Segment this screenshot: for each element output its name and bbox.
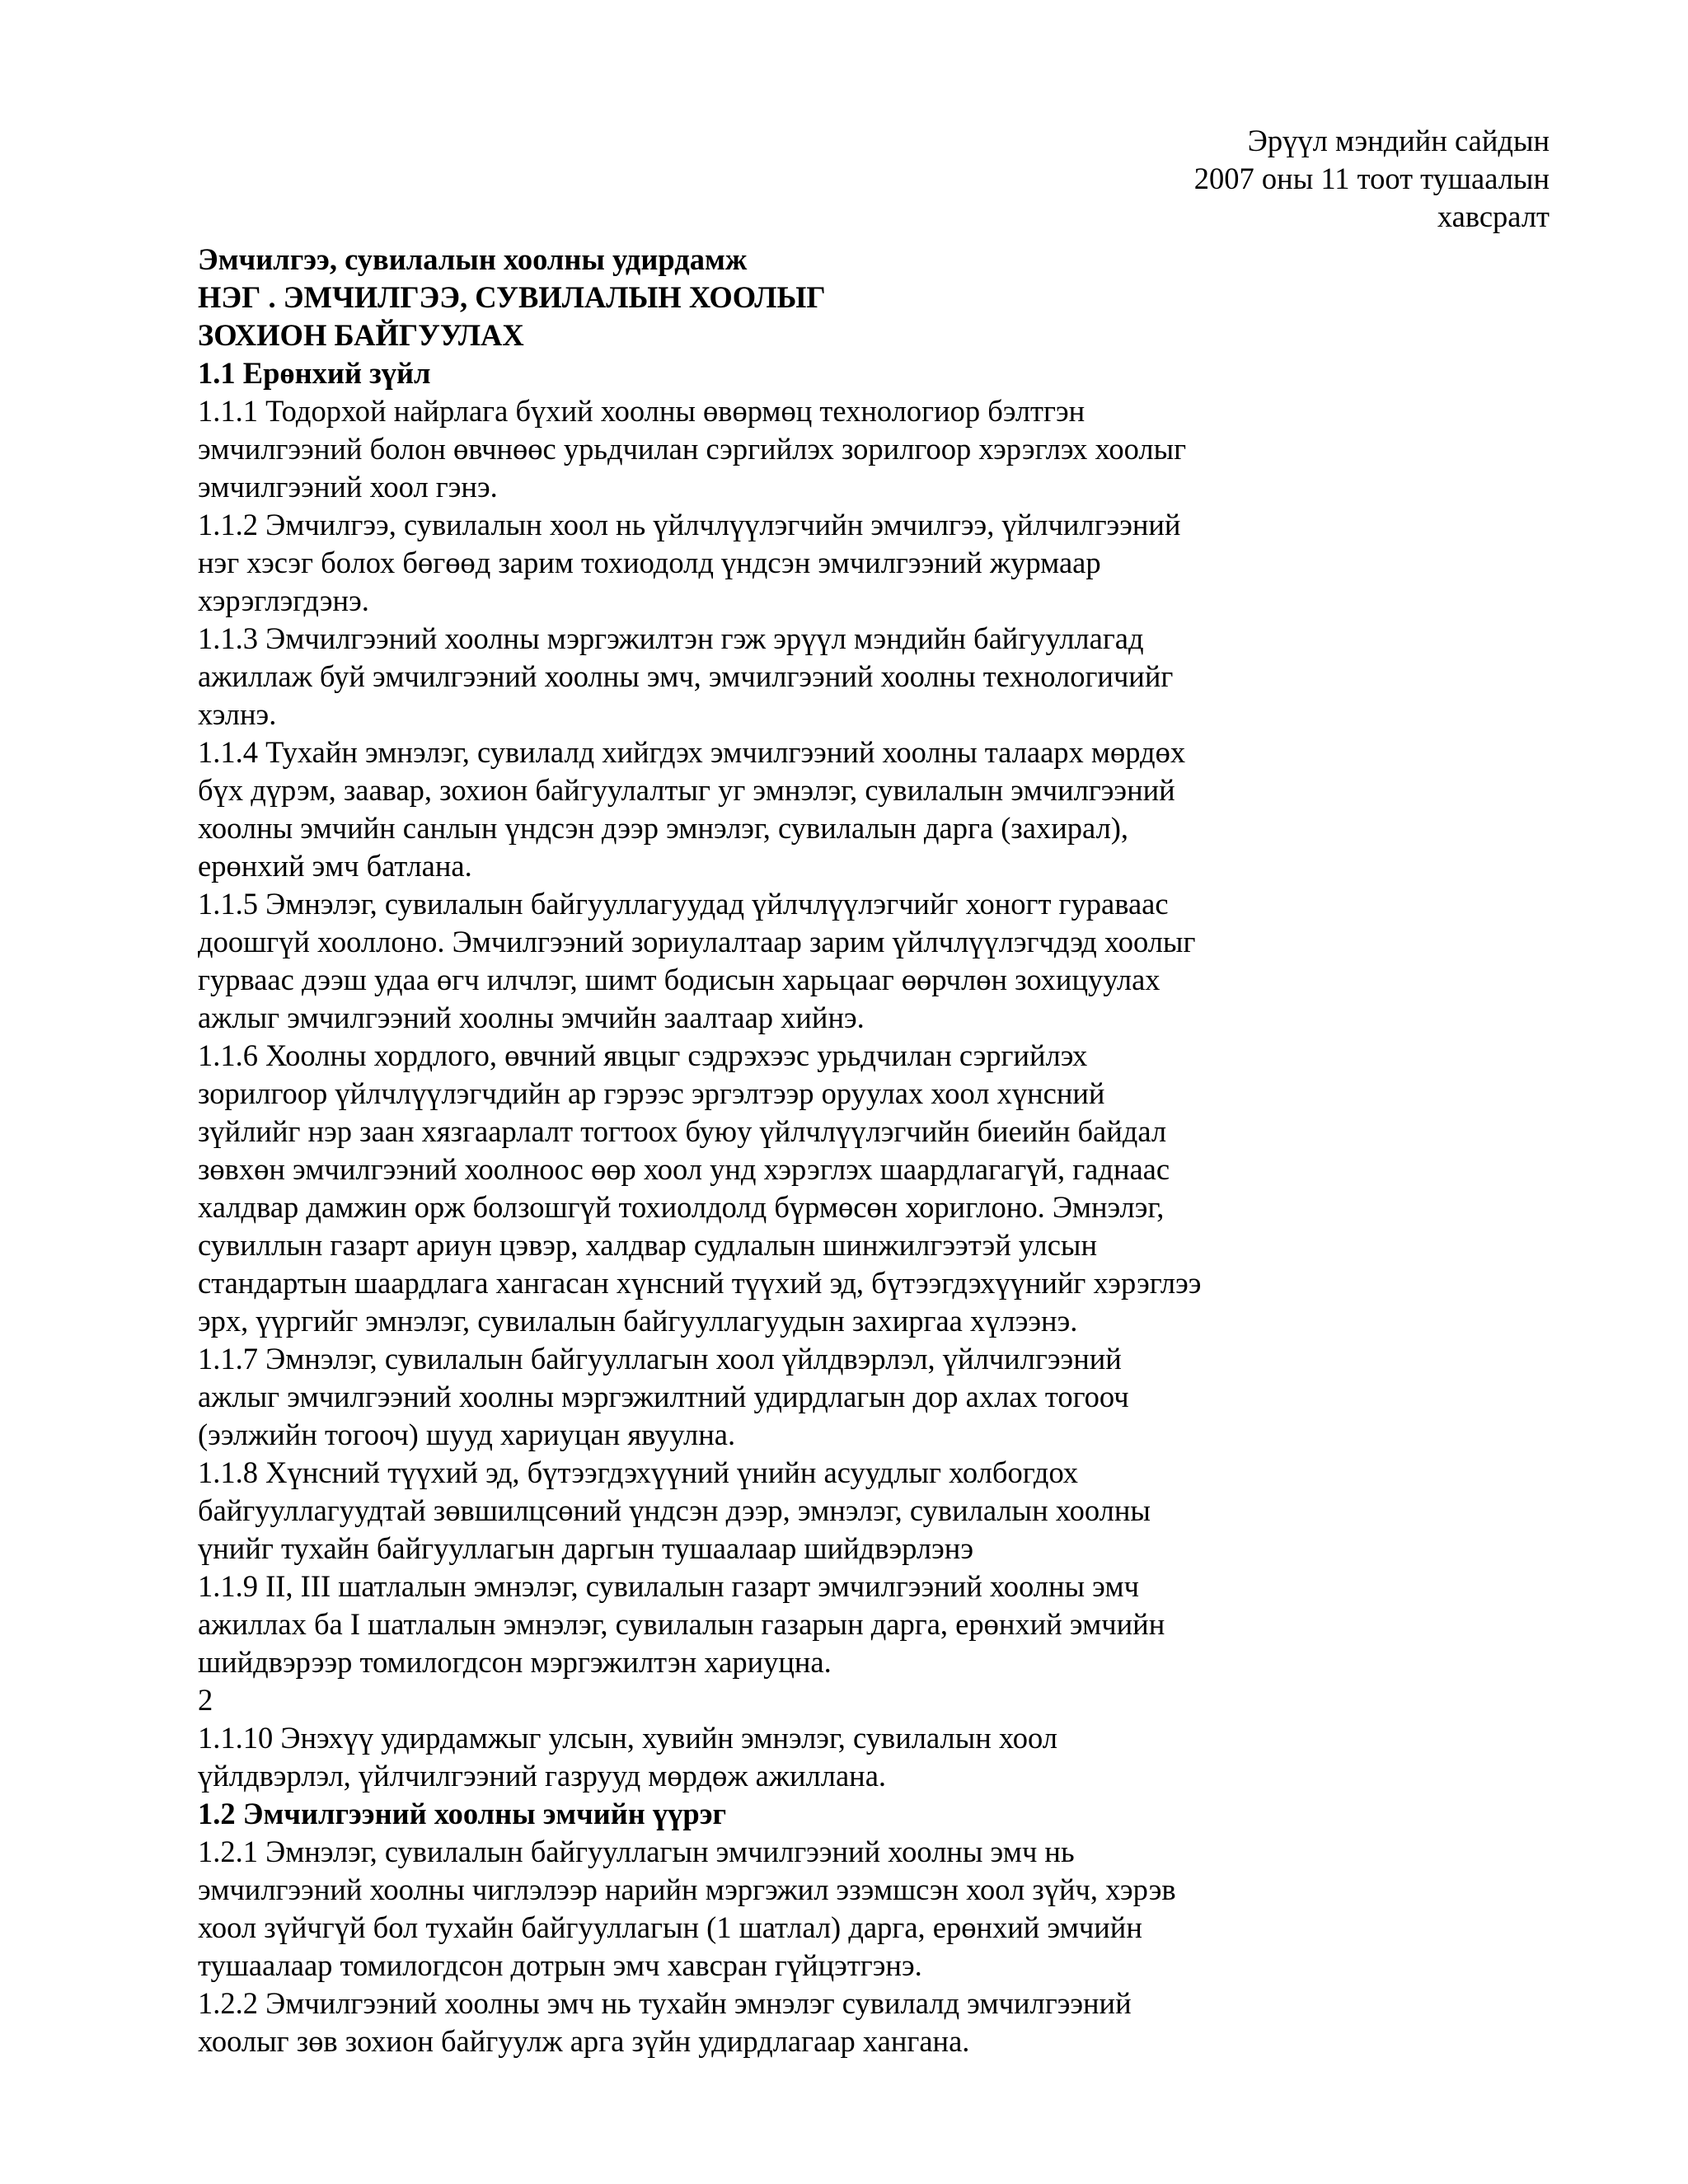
text-line: үнийг тухайн байгууллагын даргын тушаалаар шийдвэрлэнэ (198, 1531, 973, 1565)
text-line: ерөнхий эмч батлана. (198, 849, 472, 883)
text-line: хоолыг зөв зохион байгуулж арга зүйн удирдлагаар хангана. (198, 2024, 970, 2058)
text-line: эмчилгээний болон өвчнөөс урьдчилан сэргийлэх зорилгоор хэрэглэх хоолыг (198, 432, 1187, 466)
text-line: хоол зүйчгүй бол тухайн байгууллагын (1 шатлал) дарга, ерөнхий эмчийн (198, 1910, 1142, 1944)
document-page (198, 122, 1550, 2060)
text-line: эмчилгээний хоол гэнэ. (198, 470, 498, 504)
text-line: ажиллах ба I шатлалын эмнэлэг, сувилалын газарын дарга, ерөнхий эмчийн (198, 1607, 1165, 1641)
text-line: нэг хэсэг болох бөгөөд зарим тохиодолд үндсэн эмчилгээний журмаар (198, 546, 1101, 579)
text-line: 1.1.9 II, III шатлалын эмнэлэг, сувилалын газарт эмчилгээний хоолны эмч (198, 1569, 1139, 1603)
text-line: шийдвэрээр томилогдсон мэргэжилтэн хариуцна. (198, 1645, 832, 1679)
heading-line: Эмчилгээ, сувилалын хоолны удирдамж (198, 242, 748, 276)
text-line: 1.1.2 Эмчилгээ, сувилалын хоол нь үйлчлүүлэгчийн эмчилгээ, үйлчилгээний (198, 508, 1181, 541)
text-line: 1.1.8 Хүнсний түүхий эд, бүтээгдэхүүний үнийн асуудлыг холбогдох (198, 1455, 1079, 1489)
header-line: Эрүүл мэндийн сайдын (1247, 124, 1550, 157)
text-line: 1.1.6 Хоолны хордлого, өвчний явцыг сэдрэхээс урьдчилан сэргийлэх (198, 1038, 1088, 1072)
text-line: ажлыг эмчилгээний хоолны мэргэжилтний удирдлагын дор ахлах тогооч (198, 1380, 1129, 1413)
text-line: хоолны эмчийн санлын үндсэн дээр эмнэлэг, сувилалын дарга (захирал), (198, 811, 1129, 845)
text-line: хэрэглэгдэнэ. (198, 583, 369, 617)
header-line: хавсралт (1437, 199, 1550, 233)
text-line: (ээлжийн тогооч) шууд хариуцан явуулна. (198, 1418, 736, 1451)
heading-line: 1.2 Эмчилгээний хоолны эмчийн үүрэг (198, 1797, 727, 1830)
text-line: 1.2.2 Эмчилгээний хоолны эмч нь тухайн эмнэлэг сувилалд эмчилгээний (198, 1986, 1132, 2020)
text-line: зорилгоор үйлчлүүлэгчдийн ар гэрээс эргэлтээр оруулах хоол хүнсний (198, 1076, 1105, 1110)
text-line: 1.1.3 Эмчилгээний хоолны мэргэжилтэн гэж эрүүл мэндийн байгууллагад (198, 621, 1144, 655)
header-line: 2007 оны 11 тоот тушаалын (1193, 162, 1550, 195)
text-line: стандартын шаардлага хангасан хүнсний түүхий эд, бүтээгдэхүүнийг хэрэглээ (198, 1266, 1202, 1300)
text-line: 1.1.7 Эмнэлэг, сувилалын байгууллагын хоол үйлдвэрлэл, үйлчилгээний (198, 1342, 1122, 1376)
text-line: 1.1.4 Тухайн эмнэлэг, сувилалд хийгдэх эмчилгээний хоолны талаарх мөрдөх (198, 735, 1186, 769)
text-line: 2 (198, 1683, 213, 1717)
text-line: гурваас дээш удаа өгч илчлэг, шимт бодисын харьцааг өөрчлөн зохицуулах (198, 963, 1160, 996)
text-line: сувиллын газарт ариун цэвэр, халдвар судлалын шинжилгээтэй улсын (198, 1228, 1097, 1262)
text-line: үйлдвэрлэл, үйлчилгээний газрууд мөрдөж ажиллана. (198, 1759, 887, 1793)
text-line: 1.1.5 Эмнэлэг, сувилалын байгууллагуудад үйлчлүүлэгчийг хоногт гураваас (198, 887, 1169, 921)
text-line: 1.2.1 Эмнэлэг, сувилалын байгууллагын эмчилгээний хоолны эмч нь (198, 1835, 1075, 1868)
text-line: зөвхөн эмчилгээний хоолноос өөр хоол унд хэрэглэх шаардлагагүй, гаднаас (198, 1152, 1170, 1186)
text-line: 1.1.10 Энэхүү удирдамжыг улсын, хувийн эмнэлэг, сувилалын хоол (198, 1721, 1058, 1755)
text-line: халдвар дамжин орж болзошгүй тохиолдолд бүрмөсөн хориглоно. Эмнэлэг, (198, 1190, 1165, 1224)
text-line: эрх, үүргийг эмнэлэг, сувилалын байгууллагуудын захиргаа хүлээнэ. (198, 1304, 1078, 1338)
document-body (198, 241, 1550, 2060)
text-line: эмчилгээний хоолны чиглэлээр нарийн мэргэжил эзэмшсэн хоол зүйч, хэрэв (198, 1872, 1176, 1906)
text-line: доошгүй хооллоно. Эмчилгээний зориулалтаар зарим үйлчлүүлэгчдэд хоолыг (198, 925, 1196, 958)
text-line: байгууллагуудтай зөвшилцсөний үндсэн дээр, эмнэлэг, сувилалын хоолны (198, 1493, 1151, 1527)
text-line: тушаалаар томилогдсон дотрын эмч хавсран гүйцэтгэнэ. (198, 1948, 922, 1982)
heading-line: НЭГ . ЭМЧИЛГЭЭ, СУВИЛАЛЫН ХООЛЫГ (198, 280, 826, 314)
text-line: ажиллаж буй эмчилгээний хоолны эмч, эмчилгээний хоолны технологичийг (198, 659, 1174, 693)
text-line: ажлыг эмчилгээний хоолны эмчийн заалтаар хийнэ. (198, 1001, 865, 1034)
text-line: бүх дүрэм, заавар, зохион байгуулалтыг уг эмнэлэг, сувилалын эмчилгээний (198, 773, 1175, 807)
text-line: хэлнэ. (198, 697, 277, 731)
document-header (198, 122, 1550, 236)
heading-line: 1.1 Ерөнхий зүйл (198, 356, 431, 390)
text-line: зүйлийг нэр заан хязгаарлалт тогтоох буюу үйлчлүүлэгчийн биеийн байдал (198, 1114, 1167, 1148)
text-line: 1.1.1 Тодорхой найрлага бүхий хоолны өвөрмөц технологиор бэлтгэн (198, 394, 1085, 428)
heading-line: ЗОХИОН БАЙГУУЛАХ (198, 318, 524, 352)
